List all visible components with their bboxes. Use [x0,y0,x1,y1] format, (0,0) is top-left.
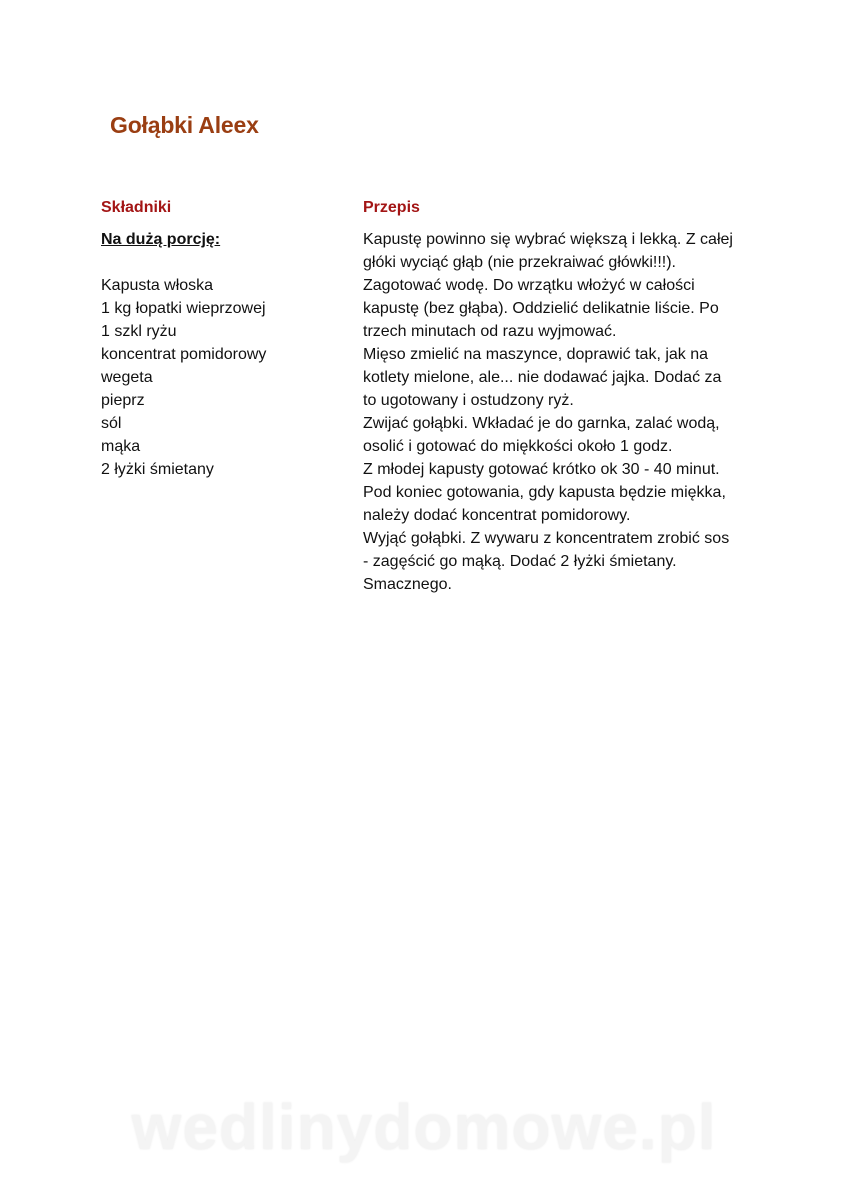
watermark: wedlinydomowe.pl [131,1091,717,1163]
recipe-line: Kapustę powinno się wybrać większą i lekką. Z całej [363,231,733,248]
recipe-line: należy dodać koncentrat pomidorowy. [363,507,631,524]
recipe-line: Wyjąć gołąbki. Z wywaru z koncentratem zrobić sos [363,530,730,547]
portion-label: Na dużą porcję: [101,231,221,248]
recipe-line: głóki wyciąć głąb (nie przekraiwać główki!!!). [363,254,676,271]
ingredient-item: 1 kg łopatki wieprzowej [101,300,266,317]
ingredients-list [101,274,341,481]
recipe-line: Z młodej kapusty gotować krótko ok 30 - 40 minut. [363,461,720,478]
ingredient-item: sól [101,415,122,432]
recipe-line: Mięso zmielić na maszynce, doprawić tak, jak na [363,346,709,363]
page-title: Gołąbki Aleex [110,112,259,138]
recipe-line: to ugotowany i ostudzony ryż. [363,392,574,409]
recipe-text [363,228,763,596]
recipe-section [363,197,763,596]
recipe-line: trzech minutach od razu wyjmować. [363,323,617,340]
ingredient-item: Kapusta włoska [101,277,214,294]
ingredient-item: 2 łyżki śmietany [101,461,214,478]
recipe-line: osolić i gotować do miękkości około 1 godz. [363,438,673,455]
ingredients-section [101,197,341,481]
recipe-line: - zagęścić go mąką. Dodać 2 łyżki śmietany. [363,553,677,570]
recipe-line: Pod koniec gotowania, gdy kapusta będzie miękka, [363,484,726,501]
recipe-line: Zwijać gołąbki. Wkładać je do garnka, zalać wodą, [363,415,720,432]
ingredient-item: 1 szkl ryżu [101,323,177,340]
ingredient-item: mąka [101,438,141,455]
ingredient-item: wegeta [101,369,153,386]
ingredient-item: koncentrat pomidorowy [101,346,267,363]
recipe-line: Zagotować wodę. Do wrzątku włożyć w całości [363,277,695,294]
ingredient-item: pieprz [101,392,145,409]
recipe-line: kotlety mielone, ale... nie dodawać jajka. Dodać za [363,369,722,386]
recipe-heading: Przepis [363,199,420,216]
recipe-line: kapustę (bez głąba). Oddzielić delikatnie liście. Po [363,300,719,317]
ingredients-heading: Składniki [101,199,172,216]
recipe-line: Smacznego. [363,576,452,593]
